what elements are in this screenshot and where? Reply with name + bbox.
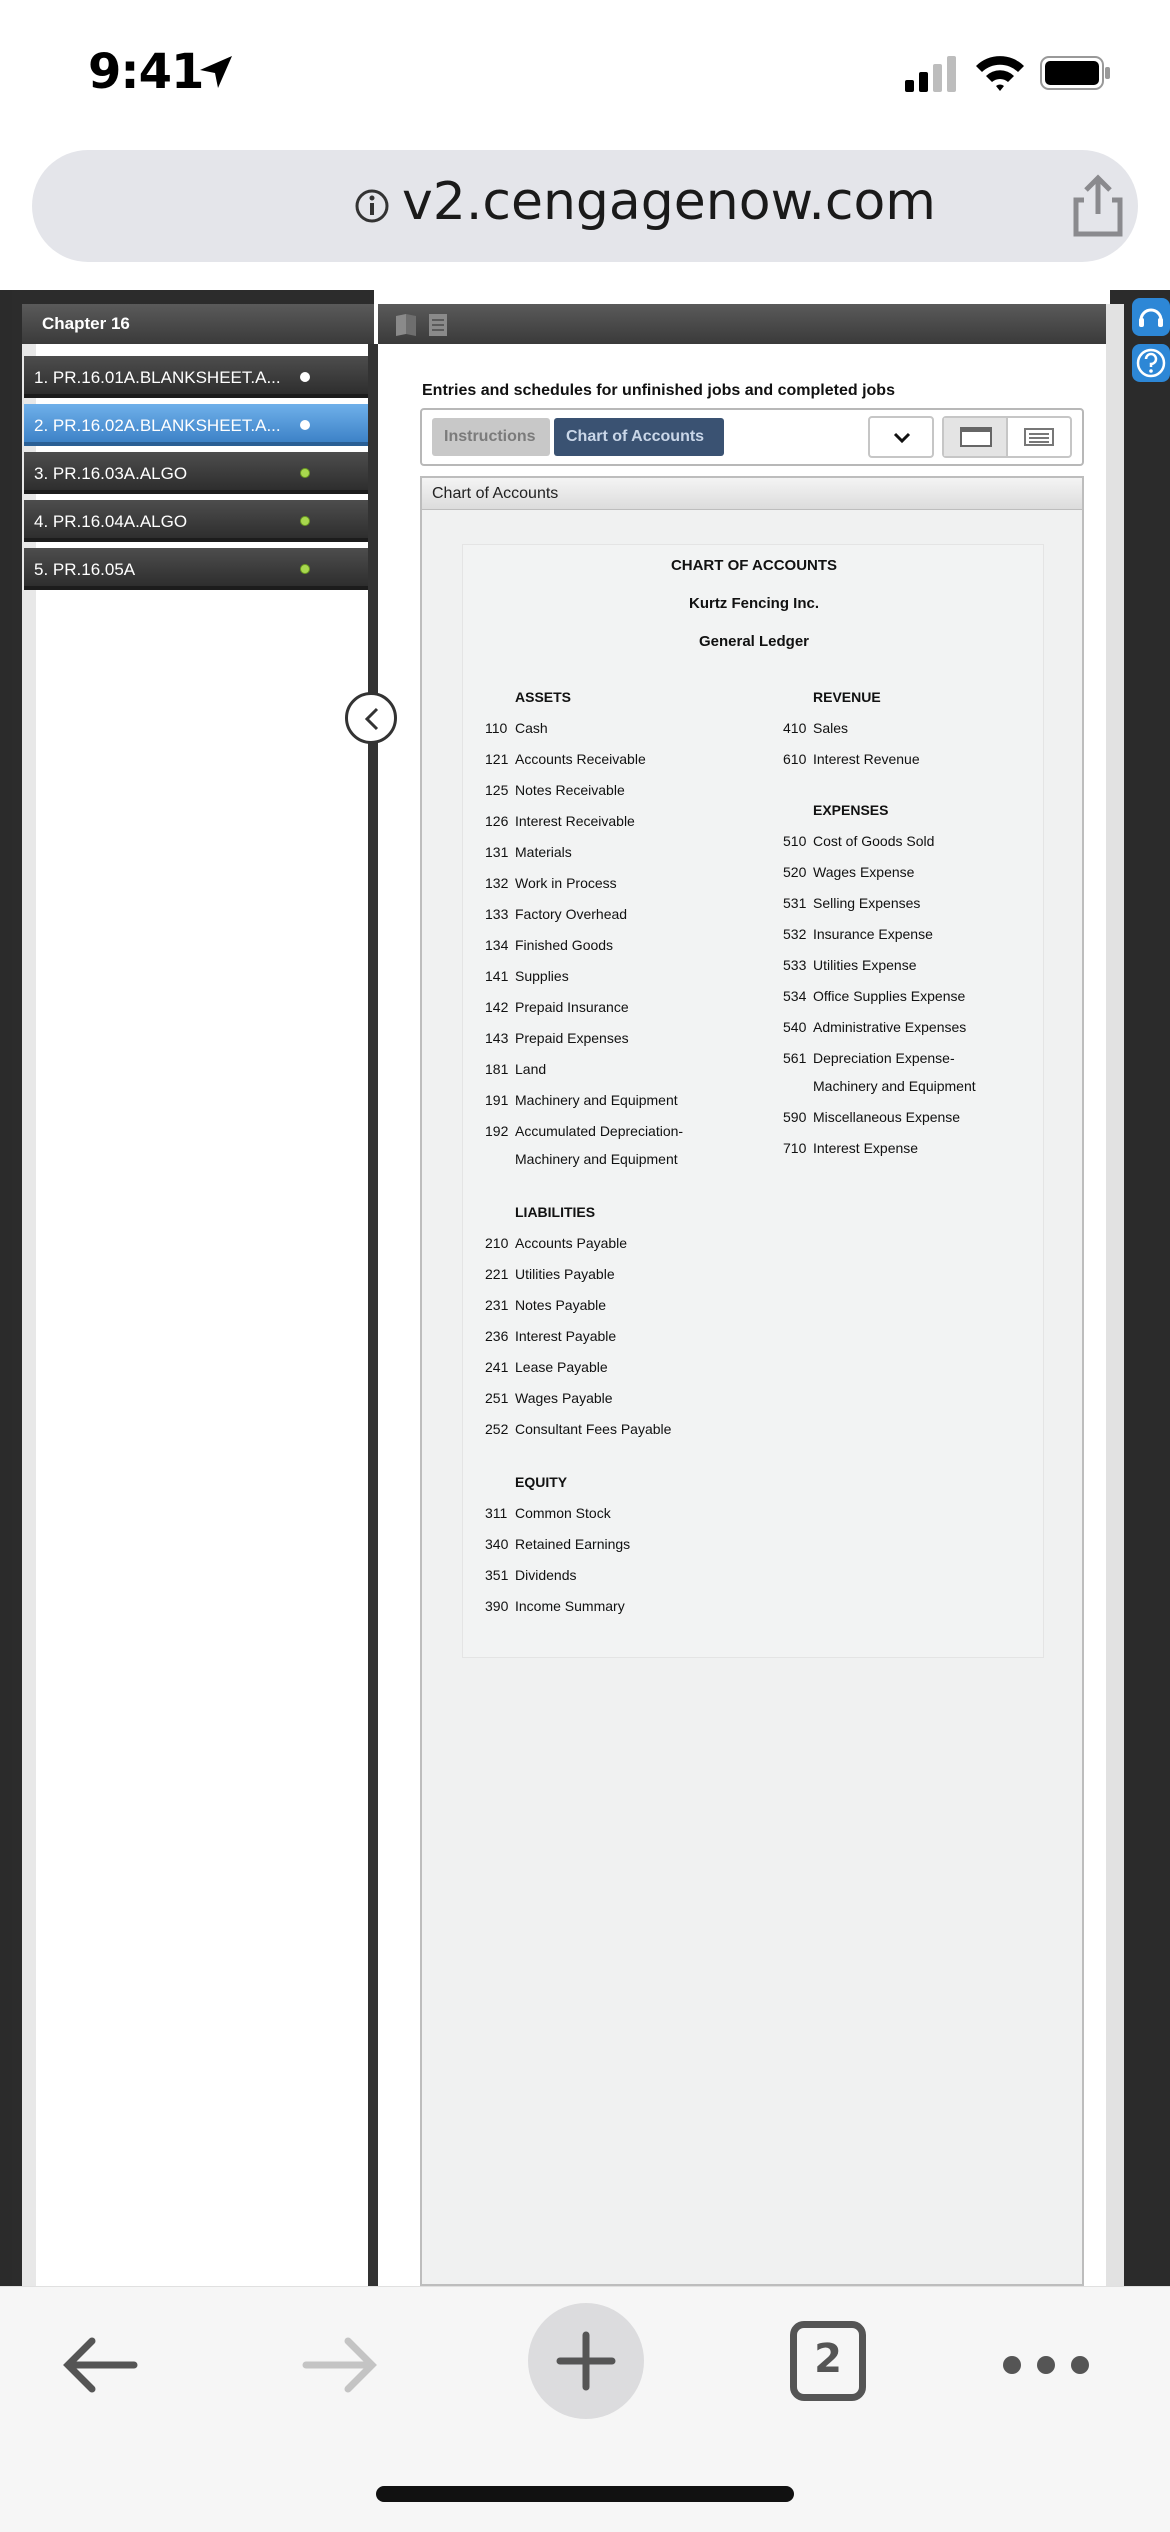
account-number: 181: [485, 1061, 509, 1077]
account-name: Prepaid Insurance: [515, 999, 629, 1015]
account-number: 110: [485, 720, 508, 736]
account-number: 534: [783, 988, 807, 1004]
account-name: Selling Expenses: [813, 895, 921, 911]
account-number: 510: [783, 833, 807, 849]
account-row: [485, 937, 613, 953]
account-number: 533: [783, 957, 807, 973]
main-content: [378, 344, 1106, 2286]
status-dot-icon: [300, 372, 310, 382]
new-tab-button[interactable]: [528, 2303, 644, 2419]
app-window: [0, 290, 1170, 2286]
content-scrollbar[interactable]: [1106, 304, 1124, 2286]
account-row: [485, 1235, 627, 1251]
company-name: Kurtz Fencing Inc.: [688, 595, 819, 612]
account-name-continued: Machinery and Equipment: [515, 1151, 678, 1167]
panel-header: Chart of Accounts: [422, 478, 1082, 510]
account-name: Consultant Fees Payable: [515, 1421, 672, 1437]
account-row: [783, 895, 920, 911]
chapter-header: Chapter 16: [22, 304, 374, 344]
sidebar-item-1[interactable]: [24, 356, 368, 398]
cellular-signal-icon: [905, 56, 959, 92]
status-dot-icon: [300, 564, 310, 574]
account-number: 126: [485, 813, 509, 829]
account-number: 531: [783, 895, 807, 911]
status-dot-icon: [300, 468, 310, 478]
list-icon: [1024, 428, 1054, 446]
account-row: [485, 844, 572, 860]
chevron-down-icon: [893, 431, 911, 445]
account-number: 520: [783, 864, 807, 880]
dropdown-button[interactable]: [868, 416, 934, 458]
plus-icon: [556, 2331, 616, 2391]
sidebar-item-2[interactable]: [24, 404, 368, 446]
list-view-button[interactable]: [1008, 418, 1070, 456]
collapse-sidebar-button[interactable]: [345, 692, 397, 744]
account-name: Supplies: [515, 968, 569, 984]
account-row: [485, 720, 548, 736]
account-name: Dividends: [515, 1567, 577, 1583]
sidebar-item-label: 1. PR.16.01A.BLANKSHEET.A...: [34, 368, 281, 387]
account-name: Office Supplies Expense: [813, 988, 966, 1004]
account-name: Materials: [515, 844, 572, 860]
account-name: Accounts Receivable: [515, 751, 646, 767]
account-number: 351: [485, 1567, 509, 1583]
account-number: 210: [485, 1235, 509, 1251]
chevron-left-icon: [361, 706, 383, 732]
tab-bar: [420, 408, 1084, 466]
account-name: Land: [515, 1061, 547, 1077]
account-name: Accounts Payable: [515, 1235, 628, 1251]
account-name: Retained Earnings: [515, 1536, 631, 1552]
account-row: [783, 988, 965, 1004]
account-row: [485, 1421, 671, 1437]
account-row: [485, 1359, 608, 1375]
account-row: [485, 906, 627, 922]
account-name: Miscellaneous Expense: [813, 1109, 961, 1125]
share-icon[interactable]: [1068, 174, 1128, 238]
account-number: 241: [485, 1359, 509, 1375]
status-dot-icon: [300, 516, 310, 526]
sidebar-item-label: 3. PR.16.03A.ALGO: [34, 464, 188, 483]
account-name: Interest Expense: [813, 1140, 919, 1156]
account-name: Cash: [515, 720, 548, 736]
section-heading-equity: EQUITY: [515, 1474, 568, 1490]
account-number: 311: [485, 1505, 508, 1521]
account-number: 561: [783, 1050, 807, 1066]
account-number: 710: [783, 1140, 807, 1156]
section-heading-liabilities: LIABILITIES: [515, 1204, 596, 1220]
account-row: [485, 1536, 630, 1552]
account-number: 133: [485, 906, 509, 922]
section-heading-assets: ASSETS: [515, 689, 572, 705]
account-number: 532: [783, 926, 807, 942]
support-icon[interactable]: [1132, 298, 1170, 336]
account-name: Interest Receivable: [515, 813, 635, 829]
account-number: 142: [485, 999, 509, 1015]
page-title: Entries and schedules for unfinished jobs and completed jobs: [422, 382, 895, 399]
account-name: Insurance Expense: [813, 926, 933, 942]
account-number: 340: [485, 1536, 509, 1552]
account-name: Lease Payable: [515, 1359, 608, 1375]
status-time: 9:41: [88, 44, 204, 100]
account-name: Administrative Expenses: [813, 1019, 967, 1035]
sidebar-item-4[interactable]: [24, 500, 368, 542]
account-row: [783, 1019, 966, 1035]
account-row: [783, 833, 934, 849]
account-row: [485, 1030, 629, 1046]
account-number: 134: [485, 937, 509, 953]
book-icon[interactable]: [392, 310, 420, 338]
ledger-name: General Ledger: [698, 633, 810, 650]
tab-chart-of-accounts[interactable]: Chart of Accounts: [554, 418, 724, 456]
window-view-button[interactable]: [944, 418, 1008, 456]
url-text[interactable]: v2.cengagenow.com: [402, 172, 936, 232]
account-number: 125: [485, 782, 509, 798]
account-row: [485, 999, 629, 1015]
chart-of-accounts-panel: [420, 476, 1084, 2286]
account-name: Accumulated Depreciation-: [515, 1123, 684, 1139]
status-dot-icon: [300, 420, 310, 430]
account-name: Utilities Payable: [515, 1266, 615, 1282]
account-number: 540: [783, 1019, 807, 1035]
account-row: [783, 864, 914, 880]
account-number: 131: [485, 844, 509, 860]
content-toolbar: [378, 304, 1110, 344]
sidebar-item-label: 5. PR.16.05A: [34, 560, 136, 579]
account-name: Income Summary: [515, 1598, 625, 1614]
account-row: [783, 1050, 955, 1066]
notes-icon[interactable]: [424, 310, 452, 338]
account-name: Notes Receivable: [515, 782, 625, 798]
account-name: Machinery and Equipment: [515, 1092, 678, 1108]
sidebar-item-label: 2. PR.16.02A.BLANKSHEET.A...: [34, 416, 281, 435]
account-name: Utilities Expense: [813, 957, 917, 973]
sidebar-item-label: 4. PR.16.04A.ALGO: [34, 512, 188, 531]
account-row: [485, 1598, 625, 1614]
account-name: Depreciation Expense-: [813, 1050, 955, 1066]
account-name: Interest Revenue: [813, 751, 920, 767]
section-heading-expenses: EXPENSES: [813, 802, 889, 818]
back-arrow-icon[interactable]: [58, 2323, 142, 2407]
account-name: Interest Payable: [515, 1328, 617, 1344]
tab-count-button[interactable]: 2: [790, 2321, 866, 2401]
account-row: [485, 1328, 616, 1344]
account-number: 121: [485, 751, 509, 767]
account-number: 590: [783, 1109, 807, 1125]
account-row: [485, 1061, 546, 1077]
account-row: [783, 751, 920, 767]
chart-of-accounts-sheet: [462, 544, 1044, 1658]
account-name: Common Stock: [515, 1505, 611, 1521]
account-name: Notes Payable: [515, 1297, 607, 1313]
account-name: Finished Goods: [515, 937, 614, 953]
home-indicator: [376, 2486, 794, 2502]
account-name: Factory Overhead: [515, 906, 628, 922]
wifi-icon: [974, 52, 1026, 92]
account-number: 390: [485, 1598, 509, 1614]
account-name: Prepaid Expenses: [515, 1030, 629, 1046]
account-row: [783, 720, 848, 736]
account-number: 231: [485, 1297, 509, 1313]
section-heading-revenue: REVENUE: [813, 689, 881, 705]
sidebar-item-5[interactable]: [24, 548, 368, 590]
account-row: [485, 1390, 613, 1406]
account-row: [783, 957, 917, 973]
account-name: Sales: [813, 720, 849, 736]
account-row: [485, 782, 625, 798]
sidebar-item-3[interactable]: [24, 452, 368, 494]
account-row: [485, 1123, 683, 1139]
account-row: [485, 875, 617, 891]
account-row: [485, 968, 569, 984]
account-name: Cost of Goods Sold: [813, 833, 935, 849]
forward-arrow-icon[interactable]: [298, 2323, 382, 2407]
account-number: 251: [485, 1390, 509, 1406]
account-number: 141: [485, 968, 509, 984]
account-row: [783, 1109, 960, 1125]
account-row: [783, 926, 933, 942]
view-toggle: [942, 416, 1072, 458]
account-number: 191: [485, 1092, 509, 1108]
account-number: 143: [485, 1030, 509, 1046]
account-row: [485, 1092, 678, 1108]
account-number: 221: [485, 1266, 509, 1282]
account-name: Wages Expense: [813, 864, 915, 880]
account-row: [485, 813, 635, 829]
account-number: 192: [485, 1123, 509, 1139]
account-row: [783, 1140, 918, 1156]
app-edge: [0, 290, 12, 2286]
account-number: 132: [485, 875, 509, 891]
account-number: 252: [485, 1421, 509, 1437]
status-bar: [0, 0, 1170, 140]
more-options-icon[interactable]: [1000, 2345, 1092, 2385]
tab-instructions[interactable]: Instructions: [432, 418, 550, 456]
account-number: 236: [485, 1328, 509, 1344]
panel-divider[interactable]: [368, 344, 378, 2286]
coa-title: CHART OF ACCOUNTS: [670, 557, 838, 574]
account-name-continued: Machinery and Equipment: [813, 1078, 976, 1094]
site-info-icon[interactable]: [354, 188, 390, 224]
location-arrow-icon: [196, 52, 236, 92]
account-row: [485, 1567, 576, 1583]
help-icon[interactable]: [1132, 344, 1170, 382]
account-row: [485, 1297, 606, 1313]
sidebar-body: [22, 344, 368, 2286]
account-number: 610: [783, 751, 807, 767]
battery-icon: [1040, 56, 1112, 90]
account-number: 410: [783, 720, 807, 736]
window-icon: [960, 427, 992, 447]
account-row: [485, 1505, 611, 1521]
account-row: [485, 1266, 615, 1282]
account-name: Wages Payable: [515, 1390, 613, 1406]
address-bar[interactable]: [32, 150, 1138, 262]
account-name: Work in Process: [515, 875, 617, 891]
account-row: [485, 751, 646, 767]
